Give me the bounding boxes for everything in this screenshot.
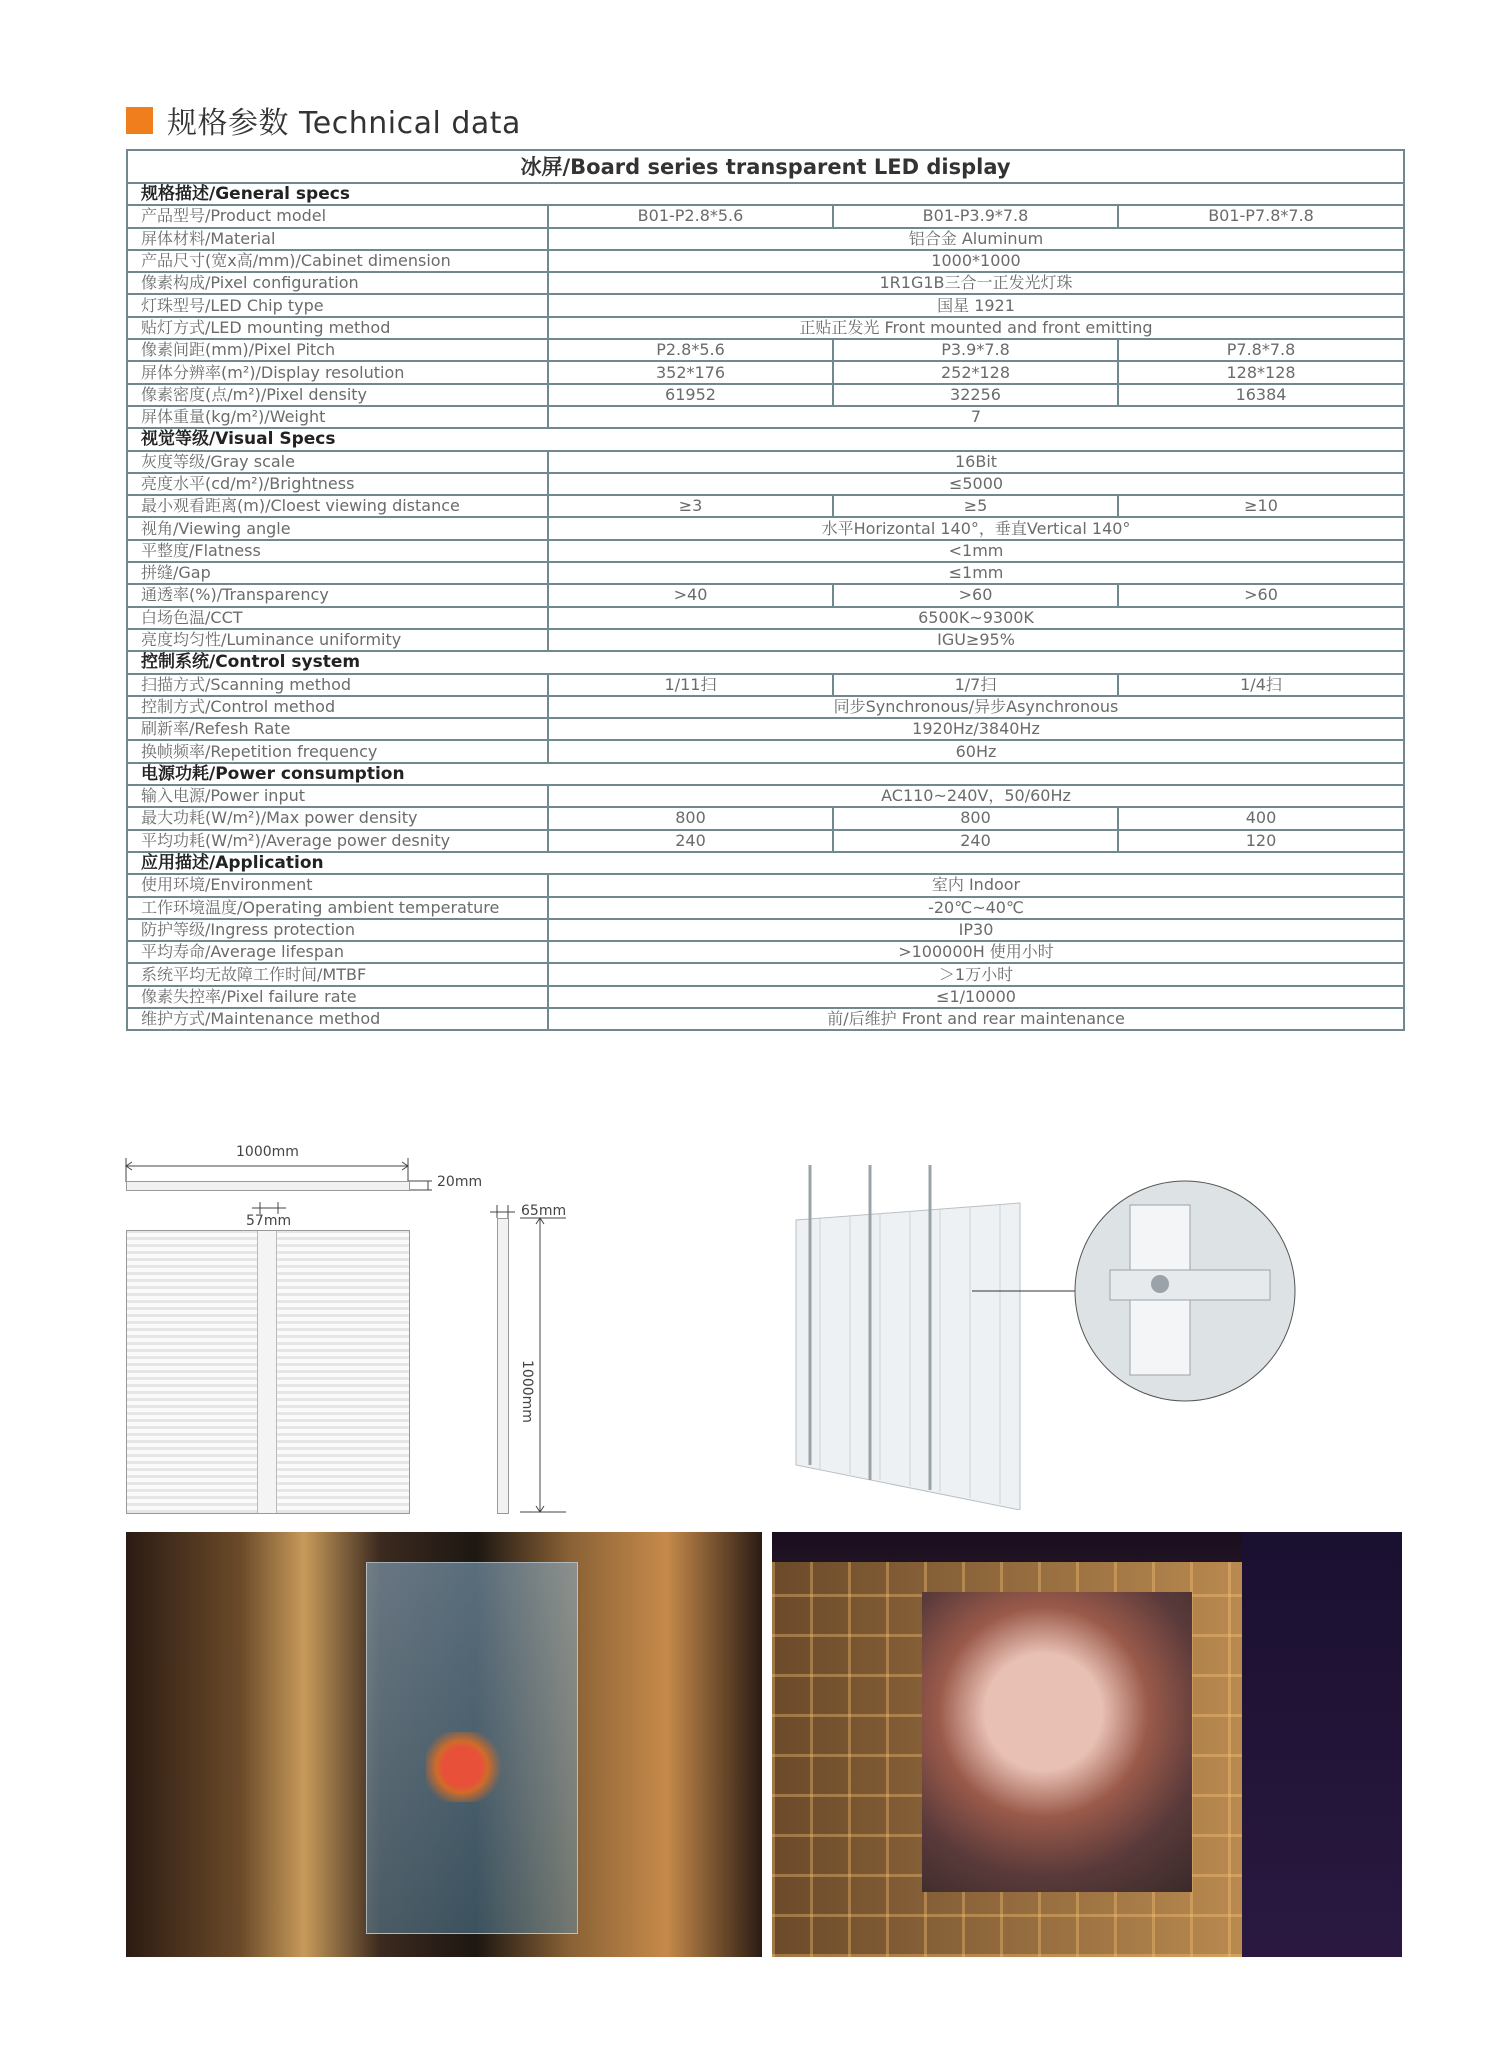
row-label: 平均寿命/Average lifespan [127,941,548,963]
row-label: 像素密度(点/m²)/Pixel density [127,384,548,406]
row-label: 像素失控率/Pixel failure rate [127,986,548,1008]
row-value: 前/后维护 Front and rear maintenance [548,1008,1404,1030]
row-value: -20℃~40℃ [548,897,1404,919]
category-label: 规格描述/General specs [127,183,1404,205]
row-label: 最大功耗(W/m²)/Max power density [127,807,548,829]
row-label: 灯珠型号/LED Chip type [127,294,548,316]
row-label: 防护等级/Ingress protection [127,919,548,941]
row-value: 同步Synchronous/异步Asynchronous [548,696,1404,718]
row-label: 屏体重量(kg/m²)/Weight [127,406,548,428]
height-label: 1000mm [519,1360,535,1423]
row-value: 1R1G1B三合一正发光灯珠 [548,272,1404,294]
row-label: 屏体分辨率(m²)/Display resolution [127,361,548,383]
row-value: AC110~240V，50/60Hz [548,785,1404,807]
row-label: 平整度/Flatness [127,540,548,562]
row-value: ≤1/10000 [548,986,1404,1008]
row-label: 产品尺寸(宽x高/mm)/Cabinet dimension [127,250,548,272]
section-title-text: 规格参数 Technical data [167,106,521,141]
row-value: 60Hz [548,740,1404,762]
row-label: 输入电源/Power input [127,785,548,807]
row-label: 屏体材料/Material [127,228,548,250]
row-value: >100000H 使用小时 [548,941,1404,963]
row-value: 1/7扫 [833,674,1118,696]
row-value: 120 [1118,830,1404,852]
row-value: P7.8*7.8 [1118,339,1404,361]
panel-side-view [497,1218,509,1514]
row-value: IP30 [548,919,1404,941]
row-value: >60 [833,584,1118,606]
row-value: 240 [833,830,1118,852]
panel-front-view [126,1230,410,1514]
row-label: 亮度水平(cd/m²)/Brightness [127,473,548,495]
side-depth-label: 65mm [521,1203,567,1219]
row-value: ＞1万小时 [548,963,1404,985]
row-label: 像素间距(mm)/Pixel Pitch [127,339,548,361]
row-value: 61952 [548,384,833,406]
row-value: 16Bit [548,451,1404,473]
category-label: 电源功耗/Power consumption [127,763,1404,785]
indoor-installation-photo [126,1532,762,1957]
row-value: <1mm [548,540,1404,562]
row-value: 352*176 [548,361,833,383]
row-value: 240 [548,830,833,852]
row-value: 水平Horizontal 140°，垂直Vertical 140° [548,517,1404,539]
table-title: 冰屏/Board series transparent LED display [127,150,1404,183]
row-value: ≤1mm [548,562,1404,584]
row-label: 最小观看距离(m)/Cloest viewing distance [127,495,548,517]
row-value: 32256 [833,384,1118,406]
row-value: 1/4扫 [1118,674,1404,696]
installation-illustration [780,1165,1420,1510]
row-value: ≤5000 [548,473,1404,495]
row-label: 刷新率/Refesh Rate [127,718,548,740]
row-value: 1920Hz/3840Hz [548,718,1404,740]
row-value: P3.9*7.8 [833,339,1118,361]
row-label: 换帧频率/Repetition frequency [127,740,548,762]
row-value: 正贴正发光 Front mounted and front emitting [548,317,1404,339]
row-label: 维护方式/Maintenance method [127,1008,548,1030]
row-value: 铝合金 Aluminum [548,228,1404,250]
row-label: 贴灯方式/LED mounting method [127,317,548,339]
row-value: 国星 1921 [548,294,1404,316]
row-value: 252*128 [833,361,1118,383]
row-value: 6500K~9300K [548,607,1404,629]
width-label: 1000mm [236,1144,299,1160]
row-value: 800 [548,807,833,829]
row-value: ≥3 [548,495,833,517]
row-value: ≥5 [833,495,1118,517]
row-label: 亮度均匀性/Luminance uniformity [127,629,548,651]
row-label: 系统平均无故障工作时间/MTBF [127,963,548,985]
category-label: 应用描述/Application [127,852,1404,874]
row-value: 室内 Indoor [548,874,1404,896]
row-label: 平均功耗(W/m²)/Average power desnity [127,830,548,852]
row-value: B01-P7.8*7.8 [1118,205,1404,227]
category-label: 视觉等级/Visual Specs [127,428,1404,450]
row-label: 通透率(%)/Transparency [127,584,548,606]
row-value: 800 [833,807,1118,829]
row-value: IGU≥95% [548,629,1404,651]
row-label: 使用环境/Environment [127,874,548,896]
row-value: 400 [1118,807,1404,829]
row-value: 1000*1000 [548,250,1404,272]
row-value: >40 [548,584,833,606]
row-label: 白场色温/CCT [127,607,548,629]
row-value: 1/11扫 [548,674,833,696]
row-label: 视角/Viewing angle [127,517,548,539]
row-value: P2.8*5.6 [548,339,833,361]
row-label: 拼缝/Gap [127,562,548,584]
row-value: 16384 [1118,384,1404,406]
row-label: 工作环境温度/Operating ambient temperature [127,897,548,919]
row-label: 扫描方式/Scanning method [127,674,548,696]
row-label: 像素构成/Pixel configuration [127,272,548,294]
row-label: 产品型号/Product model [127,205,548,227]
row-value: B01-P3.9*7.8 [833,205,1118,227]
row-label: 控制方式/Control method [127,696,548,718]
row-value: ≥10 [1118,495,1404,517]
row-value: >60 [1118,584,1404,606]
panel-top-view [126,1181,410,1191]
row-value: 128*128 [1118,361,1404,383]
outdoor-facade-photo [772,1532,1402,1957]
spine-label: 57mm [246,1213,292,1229]
row-value: 7 [548,406,1404,428]
category-label: 控制系统/Control system [127,651,1404,673]
depth-label: 20mm [437,1174,483,1190]
row-value: B01-P2.8*5.6 [548,205,833,227]
row-label: 灰度等级/Gray scale [127,451,548,473]
panel-spine [257,1231,277,1513]
